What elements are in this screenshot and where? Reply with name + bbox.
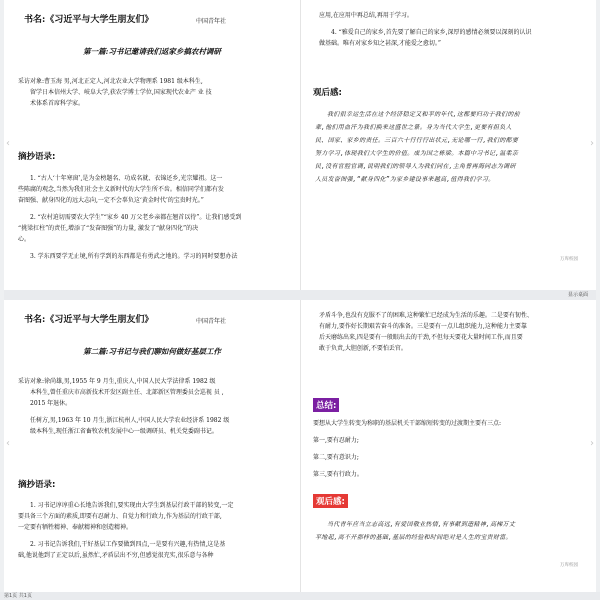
publisher: 中国青年社 [196, 18, 227, 25]
excerpt-line: 础,他说他到了正定以后,虽然忙,矛盾层出不穷,但感觉很充实,很乐意与各种 [18, 552, 214, 559]
reflection-block [315, 518, 585, 544]
reflection-block [315, 108, 585, 186]
excerpt-line: 敢于负责,大胆创新,不要怕丢官。 [319, 345, 407, 352]
interviewee-line: 留学日本信州大学、岐阜大学,获农学博士学位,国家现代农业产 业 技 [30, 89, 212, 96]
excerpt-line: 要具备三个方面的素质,即要有忍耐力、自觉力和行政力,作为基层的行政干部, [18, 513, 222, 520]
excerpt-block [18, 500, 288, 561]
reflection-title: 观后感: [313, 494, 348, 508]
continued-excerpt [319, 310, 581, 354]
excerpt-line: 后天磨练出来,四是要有一般眼出去的干劲,不但每天要花大量时间工作,而且要 [319, 334, 523, 341]
status-bar [0, 592, 600, 600]
page-separator [4, 290, 596, 300]
page-status: 第1页 共1页 [4, 593, 32, 599]
interviewee-line: 术体系首席科学家。 [30, 100, 85, 107]
summary-block [313, 418, 583, 480]
summary-line: 第二,要有意识力; [313, 454, 359, 461]
page-2-right [300, 300, 596, 592]
book-title: 书名:《习近平与大学生朋友们》 [24, 15, 154, 25]
excerpt-line: 2. “农村迫切需要农大学生”“家乡 40 万父老乡亲都在翘首以待”。让我们感受到 [30, 214, 242, 221]
interviewee-line: 采访对象:徐尚雄,男,1955 年 9 月生,重庆人,中国人民大学法律系 1982 级 [18, 378, 216, 385]
interviewee-block [18, 376, 288, 437]
summary-line: 要想从大学生转变为称职的基层机关干部缩短转变的过渡期主要有三点: [313, 420, 502, 427]
publisher: 中国青年社 [196, 318, 227, 325]
reflection-line: 当代青年应当立志高远,有爱国敬业热情,有事献到造精神,高梯万丈 [327, 521, 516, 528]
page-1-left [4, 0, 300, 290]
excerpt-line: 1. 习书记谆谆重心长地告诉我们,要实现由大学生到基层行政干部的转变,一定 [30, 502, 234, 509]
excerpt-line: 3. 学东西要学无止境,所有学到的东西都是有勇武之地的。学习的同时要想办法 [30, 253, 238, 260]
reflection-line: 人员发奋图强,“献身四化”为家乡建设事来越高,值得我们学习。 [315, 176, 495, 183]
interviewee-line: 采访对象:曹玉海 男,河北正定人,河北农业大学物理系 1981 级本科生, [18, 78, 203, 85]
interviewee-line: 本科生,曾任重庆市高新技术开发区副主任、北部新区管理委员会巡视 员 , [30, 389, 224, 396]
prev-page-arrow-icon[interactable]: ‹ [6, 438, 10, 449]
reflection-line: 努力学习,体现我们大学生的价值。成为国之栋梁。本篇中习书记,温柔亲 [315, 150, 519, 157]
interviewee-block [18, 76, 288, 109]
summary-title: 总结: [313, 398, 339, 412]
next-page-arrow-icon[interactable]: › [590, 138, 594, 149]
next-page-arrow-icon[interactable]: › [590, 438, 594, 449]
excerpt-block [18, 173, 288, 262]
page-1-right [300, 0, 596, 290]
interviewee-line: 级本科生,现任浙江省畜牧农机发展中心一级调研员、机关党委副书记。 [30, 428, 218, 435]
book-title: 书名:《习近平与大学生朋友们》 [24, 315, 154, 325]
excerpt-line: 2. 习书记告诉我们,干好基层工作要做到四点,一是要有兴趣,有热情,这是基 [30, 541, 226, 548]
excerpt-line: “挑梁扛柱”的责任,增添了“发奋图强”的力量, 激发了“献身四化”的决 [18, 225, 199, 232]
interviewee-line: 任树方,男,1963 年 10 月生,浙江杭州人,中国人民大学农业经济系 1982 级 [30, 417, 230, 424]
excerpt-line: 矛盾斗争,也没有克服不了的困难,这种繁忙已经成为生活的乐趣。二是要有韧性、 [319, 312, 533, 319]
excerpt-line: 4. “雅爱自己的家乡,首先要了解自己的家乡,深厚的感情必须要以深刻的认识 [331, 29, 532, 36]
summary-line: 第一,要有忍耐力; [313, 437, 359, 444]
watermark: 万库校园 [560, 563, 578, 568]
excerpt-line: 做基础。唯有对家乡知之甚深,才能爱之愈切。” [319, 40, 441, 47]
reflection-line: 民,没有官腔官调,说明我们的领导人为我们同在,主角曹再海同志为调研 [315, 163, 516, 170]
interviewee-line: 2015 年退休。 [30, 400, 72, 407]
show-desktop-label[interactable]: 显示桌面 [567, 292, 588, 298]
reflection-line: 民、国家、家乡的责任。三百六十行行行出状元,无论哪一行,我们的都要 [315, 137, 519, 144]
reflection-line: 平地起,离不开那样的基础,基层的经验和时间绝对是人生的宝贵财富。 [315, 534, 512, 541]
chapter-title: 第一篇:习书记邀请我们返家乡搞农村调研 [83, 47, 221, 56]
excerpt-line: 应用,在应用中再总结,再用于学习。 [319, 12, 413, 19]
watermark: 万库校园 [560, 257, 578, 262]
reflection-line: 我们很幸运生活在这个经济稳定又和平的年代,这都要归功于我们的前 [327, 111, 520, 118]
reflection-title: 观后感: [313, 88, 342, 98]
chapter-title: 第二篇:习书记与我们聊如何做好基层工作 [83, 347, 221, 356]
reflection-line: 辈,他们用血汗为我们换来这盛世之景。身为当代大学生,更要有担负人 [315, 124, 512, 131]
excerpt-title: 摘抄语录: [18, 152, 56, 162]
prev-page-arrow-icon[interactable]: ‹ [6, 138, 10, 149]
excerpt-line: 一定要有牺牲精神、奉献精神和创造精神。 [18, 524, 133, 531]
excerpt-line: 奋图强、献身四化的远大志向,一定不会辜负这‘黄金时代’的宝贵时光。” [18, 197, 204, 204]
excerpt-line: 1. “古人‘十年寒窗’,是为金榜题名、功成名就、衣锦还乡,光宗耀祖。这一 [30, 175, 223, 182]
continued-excerpt [319, 10, 581, 49]
page-2-left [4, 300, 300, 592]
excerpt-line: 些陈腐的观念,当然为我们社会主义新时代的大学生所不齿。相信同学们都有发 [18, 186, 224, 193]
excerpt-title: 摘抄语录: [18, 480, 56, 490]
summary-line: 第三,要有行政力。 [313, 471, 363, 478]
excerpt-line: 有耐力,要作好长期艰苦奋斗的准备。三是要有一点儿组织能力,这种能力主要靠 [319, 323, 527, 330]
excerpt-line: 心。 [18, 236, 31, 243]
